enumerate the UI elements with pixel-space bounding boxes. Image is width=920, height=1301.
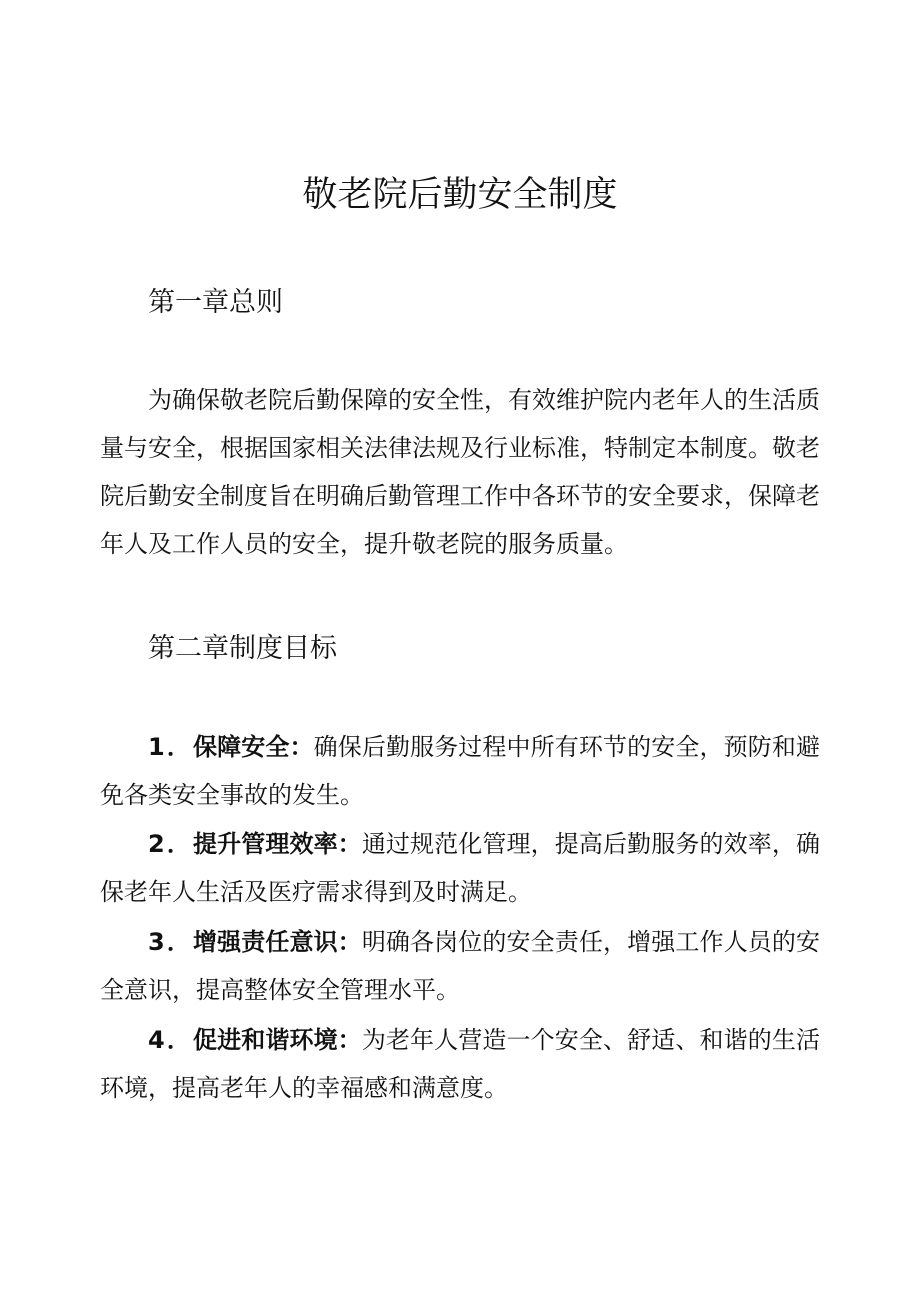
document-title: 敬老院后勤安全制度: [302, 175, 618, 215]
chapter-1-heading: 第一章总则: [148, 287, 283, 318]
goal-item: [100, 918, 820, 1014]
goal-number: 4．: [148, 1026, 193, 1054]
goal-label: 保障安全：: [192, 733, 314, 761]
goal-number: 3．: [148, 928, 193, 956]
goal-number: 2．: [148, 830, 193, 858]
goal-label: 增强责任意识：: [192, 928, 362, 956]
goal-item: [100, 1016, 820, 1112]
goal-number: 1．: [148, 733, 193, 761]
goal-label: 促进和谐环境：: [192, 1026, 362, 1054]
goal-text: 明确各岗位的安全责任，增强工作人员的安全意识，提高整体安全管理水平。: [100, 928, 821, 1004]
goal-item: [100, 820, 820, 916]
goal-text: 通过规范化管理，提高后勤服务的效率，确保老年人生活及医疗需求得到及时满足。: [100, 830, 821, 906]
goal-text: 确保后勤服务过程中所有环节的安全，预防和避免各类安全事故的发生。: [100, 733, 821, 809]
chapter-1-paragraph: 为确保敬老院后勤保障的安全性，有效维护院内老年人的生活质量与安全，根据国家相关法律法规及行业标准，特制定本制度。敬老院后勤安全制度旨在明确后勤管理工作中各环节的安全要求，保障老年人及工作人员的安全，提升敬老院的服务质量。: [100, 386, 820, 558]
chapter-2-heading: 第二章制度目标: [148, 633, 337, 664]
goal-text: 为老年人营造一个安全、舒适、和谐的生活环境，提高老年人的幸福感和满意度。: [100, 1026, 821, 1102]
goal-label: 提升管理效率：: [192, 830, 362, 858]
goal-item: [100, 723, 820, 819]
